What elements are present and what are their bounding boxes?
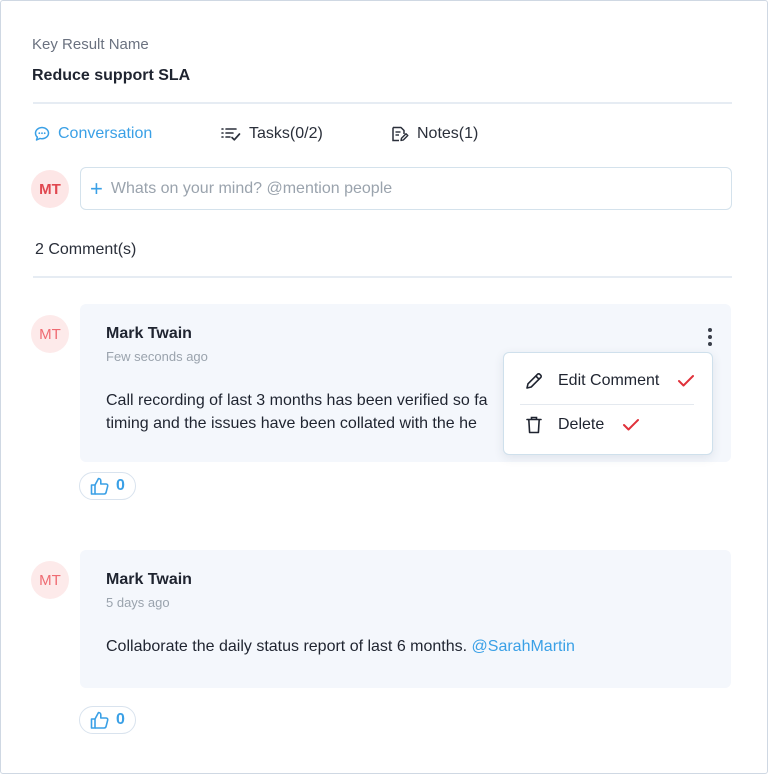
plus-icon[interactable]: +: [90, 175, 103, 201]
divider: [33, 276, 732, 278]
trash-icon: [524, 415, 544, 435]
divider: [33, 102, 732, 104]
comment-context-menu: [503, 352, 713, 455]
avatar: MT: [31, 170, 69, 208]
comment-input[interactable]: [109, 179, 731, 199]
tab-notes[interactable]: [391, 125, 478, 143]
comment-text-body: Collaborate the daily status report of last 6 months.: [106, 638, 472, 655]
like-button[interactable]: [79, 706, 136, 734]
checkmark-icon: [677, 374, 695, 388]
tab-notes-label: Notes(1): [417, 125, 479, 142]
comment-card: [80, 550, 731, 688]
tab-conversation[interactable]: [34, 125, 152, 143]
more-options-icon[interactable]: [705, 328, 715, 346]
like-count: 0: [116, 477, 125, 494]
comment-author: Mark Twain: [106, 571, 192, 588]
like-count: 0: [116, 711, 125, 728]
edit-comment-label: Edit Comment: [558, 372, 660, 389]
tab-tasks[interactable]: [221, 125, 323, 143]
comment-text: [106, 635, 575, 658]
thumbs-up-icon: [90, 477, 110, 495]
comment-text-line: timing and the issues have been collated with the he: [106, 415, 477, 432]
tab-conversation-label: Conversation: [58, 125, 153, 142]
avatar: MT: [31, 561, 69, 599]
pencil-icon: [524, 371, 544, 391]
like-button[interactable]: [79, 472, 136, 500]
edit-comment-menu-item[interactable]: [524, 371, 695, 391]
delete-label: Delete: [558, 416, 605, 433]
conversation-icon: [34, 126, 50, 142]
comment-text-line: Call recording of last 3 months has been verified so fa: [106, 392, 488, 409]
comment-text: [106, 389, 488, 435]
comment-timestamp: Few seconds ago: [106, 349, 208, 364]
tab-tasks-label: Tasks(0/2): [249, 125, 323, 142]
delete-menu-item[interactable]: [524, 415, 640, 435]
key-result-name: Reduce support SLA: [32, 67, 191, 84]
notes-icon: [391, 126, 409, 142]
thumbs-up-icon: [90, 711, 110, 729]
checkmark-icon: [622, 418, 640, 432]
comment-timestamp: 5 days ago: [106, 595, 170, 610]
avatar: MT: [31, 315, 69, 353]
comment-count: 2 Comment(s): [35, 241, 137, 258]
key-result-label: Key Result Name: [32, 36, 149, 53]
comment-composer[interactable]: [80, 167, 732, 210]
menu-divider: [520, 404, 694, 405]
mention-link[interactable]: @SarahMartin: [471, 638, 575, 655]
tasks-icon: [221, 126, 241, 142]
comment-author: Mark Twain: [106, 325, 192, 342]
